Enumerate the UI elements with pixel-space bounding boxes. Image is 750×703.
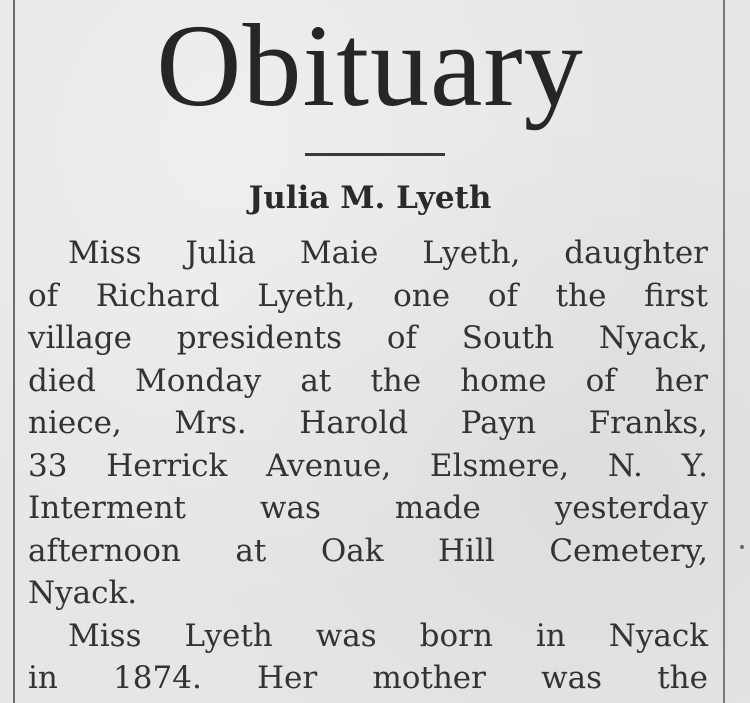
column-rule-left (13, 0, 15, 703)
body-line: Miss Julia Maie Lyeth, daughter (68, 235, 708, 271)
body-line: of Richard Lyeth, one of the first (28, 277, 708, 314)
body-line: Nyack. (28, 575, 138, 611)
article-body (28, 232, 708, 700)
column-rule-right (723, 0, 725, 703)
body-line: 33 Herrick Avenue, Elsmere, N. Y. (28, 447, 708, 484)
page-title: Obituary (156, 0, 584, 131)
body-line: in 1874. Her mother was the (28, 660, 708, 696)
obituary-name: Julia M. Lyeth (248, 180, 492, 216)
body-line: village presidents of South Nyack, (28, 320, 708, 356)
edge-mark (740, 545, 744, 549)
body-line: afternoon at Oak Hill Cemetery, (28, 532, 708, 569)
body-line: Miss Lyeth was born in Nyack (68, 617, 708, 654)
body-line: niece, Mrs. Harold Payn Franks, (28, 405, 708, 441)
title-divider (305, 153, 445, 156)
body-line: Interment was made yesterday (28, 490, 708, 526)
body-line: died Monday at the home of her (28, 362, 708, 399)
